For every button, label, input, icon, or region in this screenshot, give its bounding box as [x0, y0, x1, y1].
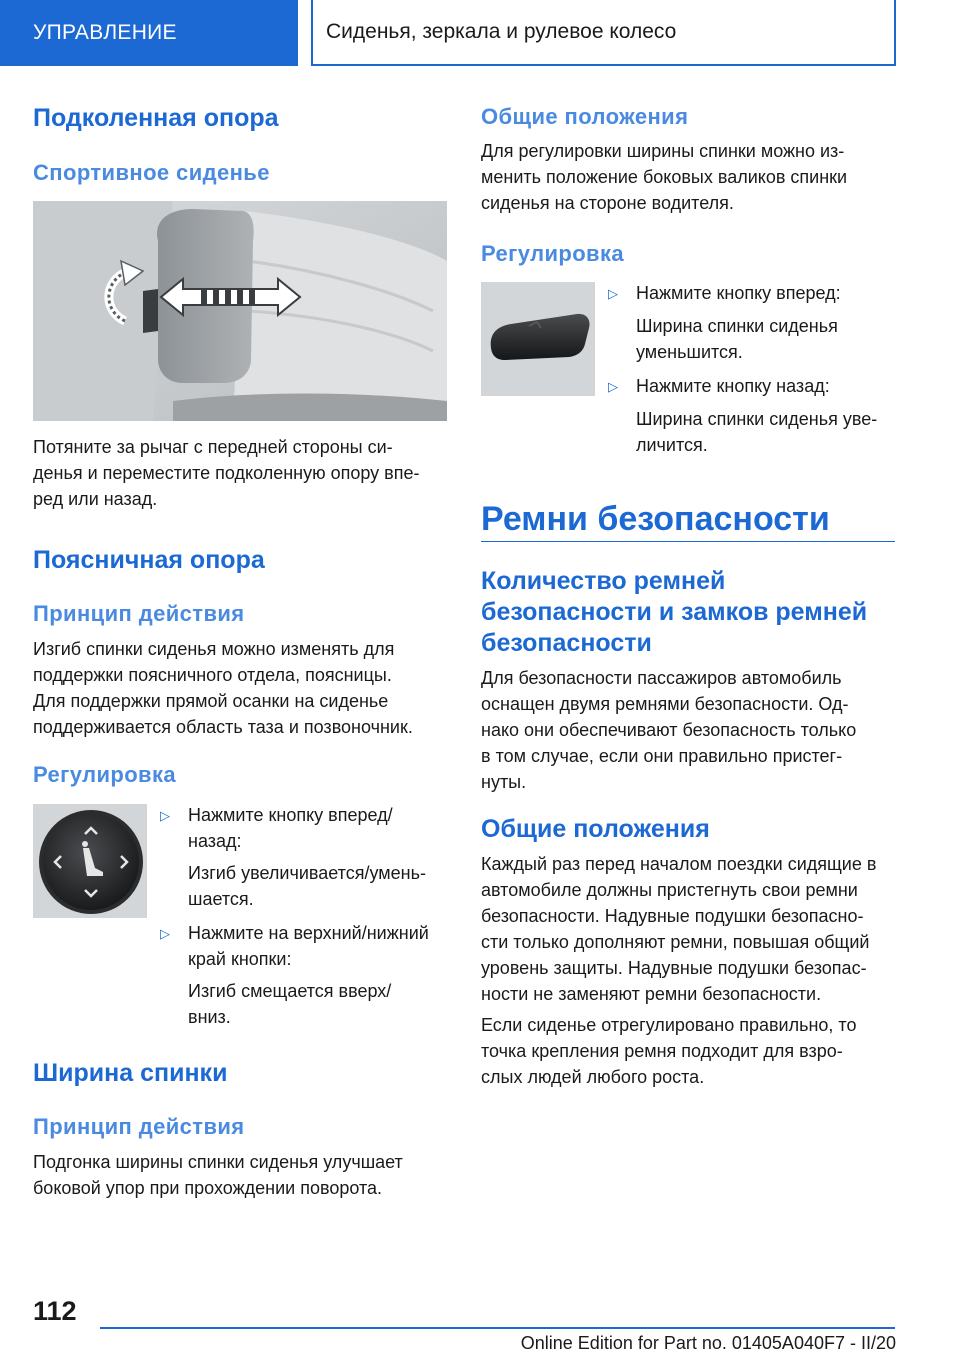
- text-line: слых людей любого роста.: [481, 1067, 705, 1087]
- text-line: нуты.: [481, 772, 527, 792]
- text-line: сиденья на стороне водителя.: [481, 193, 734, 213]
- text-line: шается.: [188, 889, 254, 909]
- text-line: вниз.: [188, 1007, 231, 1027]
- paragraph-lumbar: [33, 636, 453, 740]
- text-line: ред или назад.: [33, 489, 158, 509]
- paragraph-general-width: [481, 138, 901, 216]
- section-label: УПРАВЛЕНИЕ: [33, 21, 177, 44]
- text-line: боковой упор при прохождении поворота.: [33, 1178, 383, 1198]
- text-line: безопасности. Надувные подушки безопасно-: [481, 906, 864, 926]
- text-line: Каждый раз перед началом поездки сидящие в: [481, 854, 877, 874]
- paragraph-belt-anchor: [481, 1012, 901, 1090]
- triangle-right-icon: ▷: [608, 286, 618, 301]
- heading-rule: [481, 541, 895, 542]
- text-line: Потяните за рычаг с передней стороны си-: [33, 437, 393, 457]
- text-line: Нажмите кнопку вперед:: [636, 283, 841, 303]
- text-line: безопасности и замков ремней: [481, 598, 868, 626]
- text-line: нако они обеспечивают безопасность только: [481, 720, 857, 740]
- text-line: сти только дополняют ремни, повышая общий: [481, 932, 870, 952]
- chapter-title-box: [311, 0, 896, 66]
- text-line: автомобиле должны пристегнуть свои ремни: [481, 880, 858, 900]
- heading-adjust-lumbar: Регулировка: [33, 762, 177, 787]
- heading-adjust-width: Регулировка: [481, 241, 625, 266]
- heading-principle-lumbar: Принцип действия: [33, 601, 245, 626]
- heading-belt-count: [481, 566, 867, 659]
- text-line: поддерживается область таза и позвоночник.: [33, 717, 413, 737]
- width-instructions: [608, 280, 898, 458]
- text-line: безопасности: [481, 629, 652, 657]
- triangle-right-icon: ▷: [160, 808, 170, 823]
- text-line: Количество ремней: [481, 567, 726, 595]
- text-line: оснащен двумя ремнями безопасности. Од-: [481, 694, 849, 714]
- page-number: 112: [33, 1296, 77, 1326]
- text-line: Для безопасности пассажиров автомобиль: [481, 668, 842, 688]
- list-item-result: [608, 406, 898, 458]
- text-line: менить положение боковых валиков спинки: [481, 167, 848, 187]
- text-line: Изгиб смещается вверх/: [188, 981, 392, 1001]
- footer-rule: [100, 1327, 895, 1329]
- text-line: Изгиб увеличивается/умень-: [188, 863, 426, 883]
- heading-seat-belts: Ремни безопасности: [481, 500, 830, 538]
- text-line: личится.: [636, 435, 708, 455]
- triangle-right-icon: ▷: [608, 379, 618, 394]
- text-line: Для регулировки ширины спинки можно из-: [481, 141, 845, 161]
- width-button-image: [481, 282, 595, 396]
- text-line: Нажмите на верхний/нижний: [188, 923, 429, 943]
- text-line: ности не заменяют ремни безопасности.: [481, 984, 822, 1004]
- heading-lumbar-support: Поясничная опора: [33, 546, 265, 574]
- list-item: [608, 280, 898, 307]
- text-line: уменьшится.: [636, 342, 743, 362]
- text-line: в том случае, если они правильно пристег-: [481, 746, 843, 766]
- seat-knee-support-image: [33, 201, 447, 421]
- heading-knee-support: Подколенная опора: [33, 104, 279, 132]
- text-line: Ширина спинки сиденья уве-: [636, 409, 878, 429]
- heading-backrest-width: Ширина спинки: [33, 1059, 228, 1087]
- text-line: Нажмите кнопку вперед/: [188, 805, 393, 825]
- section-tab: [0, 0, 298, 66]
- paragraph-belt-count: [481, 665, 901, 795]
- paragraph-width: [33, 1149, 453, 1201]
- paragraph-general-belts: [481, 851, 901, 1007]
- text-line: Ширина спинки сиденья: [636, 316, 838, 336]
- heading-principle-width: Принцип действия: [33, 1114, 245, 1139]
- heading-sport-seat: Спортивное сиденье: [33, 160, 270, 185]
- triangle-right-icon: ▷: [160, 926, 170, 941]
- lumbar-button-image: [33, 804, 147, 918]
- text-line: Для поддержки прямой осанки на сиденье: [33, 691, 389, 711]
- text-line: Изгиб спинки сиденья можно изменять для: [33, 639, 395, 659]
- text-line: назад:: [188, 831, 242, 851]
- text-line: уровень защиты. Надувные подушки безопас-: [481, 958, 867, 978]
- heading-general-belts: Общие положения: [481, 815, 710, 843]
- text-line: край кнопки:: [188, 949, 292, 969]
- list-item-result: [160, 978, 450, 1030]
- list-item-result: [608, 313, 898, 365]
- chapter-title: Сиденья, зеркала и рулевое колесо: [326, 20, 677, 43]
- list-item: [160, 802, 450, 854]
- list-item: [608, 373, 898, 400]
- list-item: [160, 920, 450, 972]
- text-line: Подгонка ширины спинки сиденья улучшает: [33, 1152, 403, 1172]
- lumbar-instructions: [160, 802, 450, 1030]
- text-line: поддержки поясничного отдела, поясницы.: [33, 665, 392, 685]
- heading-general-width: Общие положения: [481, 104, 689, 129]
- text-line: Нажмите кнопку назад:: [636, 376, 830, 396]
- text-line: точка крепления ремня подходит для взро-: [481, 1041, 843, 1061]
- paragraph-knee-support: [33, 434, 453, 512]
- text-line: денья и переместите подколенную опору впе-: [33, 463, 420, 483]
- list-item-result: [160, 860, 450, 912]
- text-line: Если сиденье отрегулировано правильно, то: [481, 1015, 857, 1035]
- edition-info: Online Edition for Part no. 01405A040F7 - II/20: [520, 1333, 896, 1353]
